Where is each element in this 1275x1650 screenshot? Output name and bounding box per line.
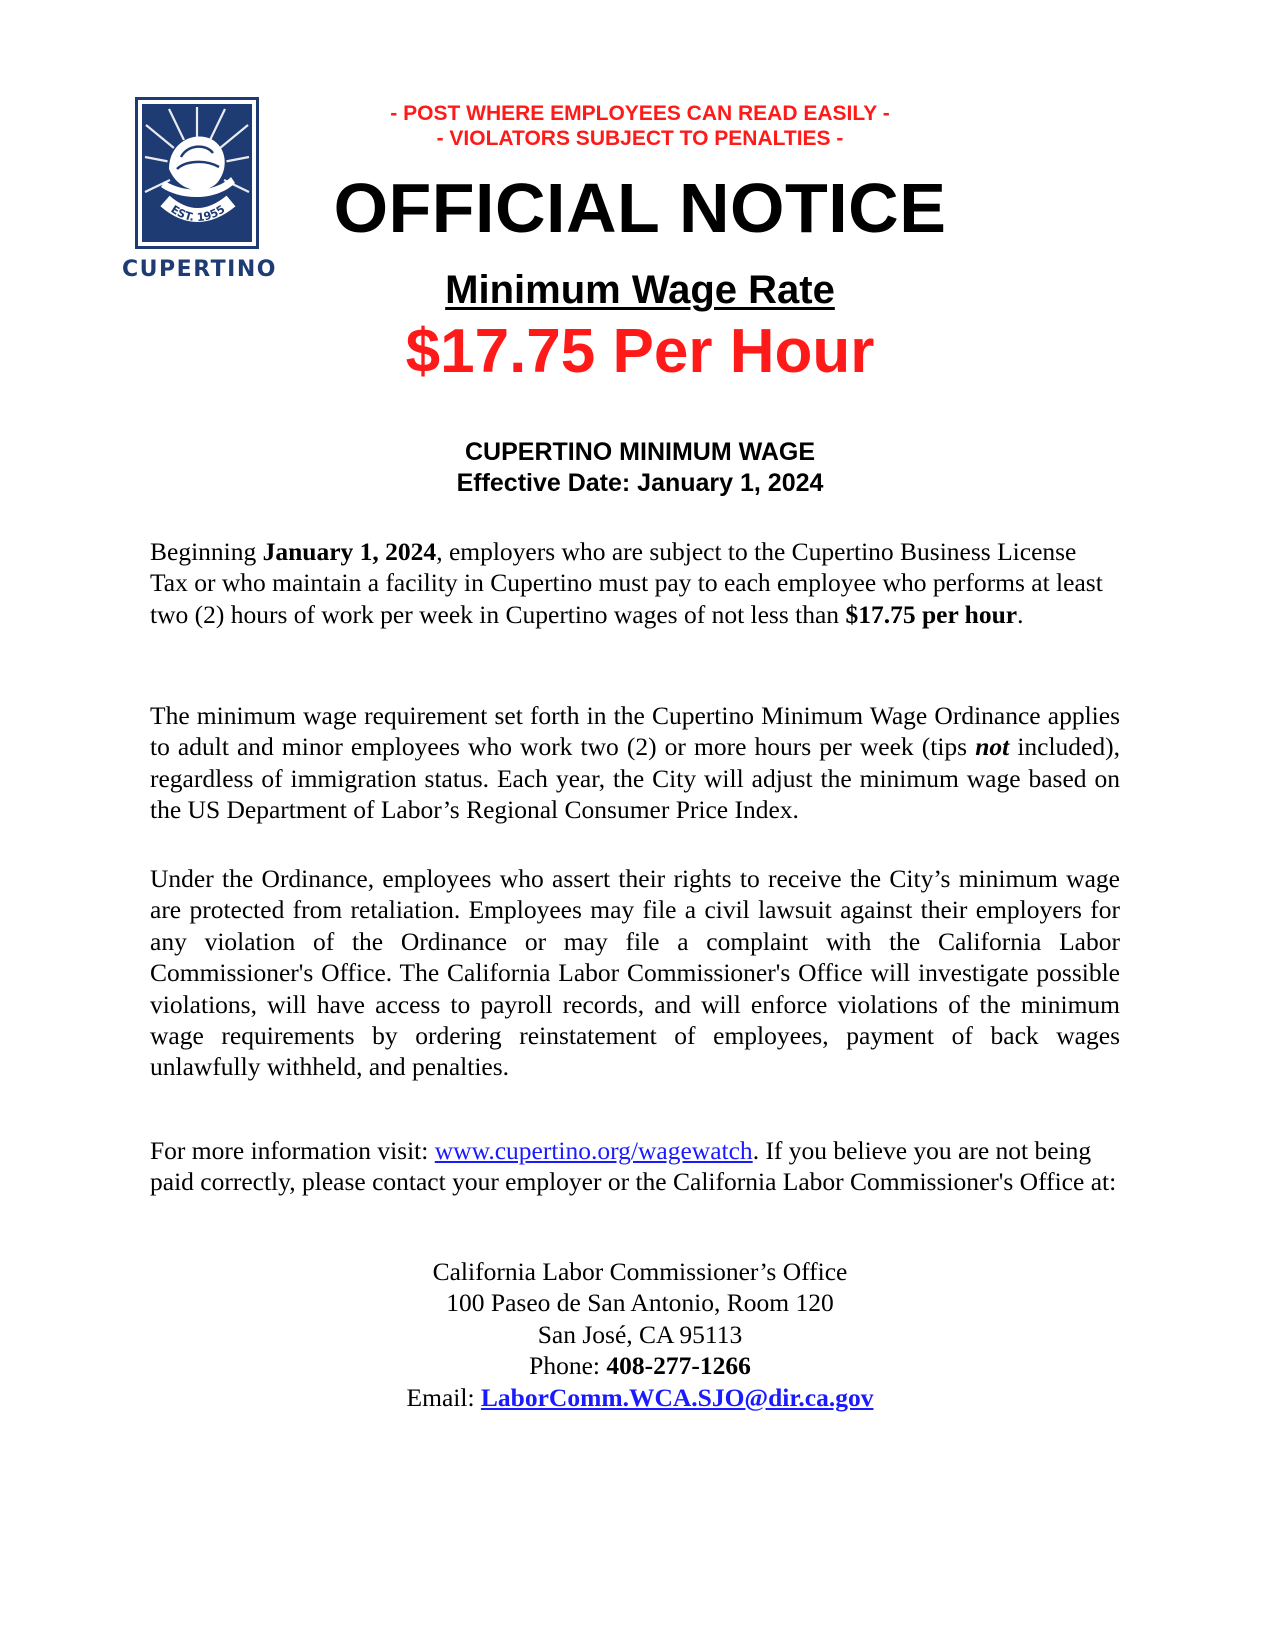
effective-date: Effective Date: January 1, 2024 xyxy=(456,469,824,497)
p1-text-e: . xyxy=(1017,599,1024,629)
phone-label: Phone: xyxy=(529,1351,607,1381)
contact-office: California Labor Commissioner’s Office xyxy=(432,1257,848,1286)
contact-address-line1: 100 Paseo de San Antonio, Room 120 xyxy=(446,1288,834,1318)
warning-penalties-line: - VIOLATORS SUBJECT TO PENALTIES - xyxy=(436,127,844,150)
city-logo xyxy=(107,97,292,282)
contact-block xyxy=(300,1256,980,1413)
warning-post-line: - POST WHERE EMPLOYEES CAN READ EASILY - xyxy=(390,102,890,125)
wage-rate: $17.75 Per Hour xyxy=(405,317,875,386)
subtitle-text: Minimum Wage Rate xyxy=(445,268,835,312)
contact-phone xyxy=(300,1350,980,1381)
contact-address-line2: San José, CA 95113 xyxy=(537,1319,743,1349)
p1-rate: $17.75 per hour xyxy=(845,599,1018,629)
paragraph-requirement xyxy=(150,700,1120,826)
paragraph-beginning xyxy=(150,536,1120,630)
logo-city-name: CUPERTINO xyxy=(122,257,277,282)
email-link[interactable]: LaborComm.WCA.SJO@dir.ca.gov xyxy=(480,1382,874,1412)
email-label: Email: xyxy=(406,1382,481,1412)
section-heading: CUPERTINO MINIMUM WAGE xyxy=(465,438,815,466)
page-subtitle xyxy=(300,268,980,312)
p1-text-a: Beginning xyxy=(150,537,263,566)
p2-not-emphasis: not xyxy=(975,732,1010,762)
phone-number: 408-277-1266 xyxy=(606,1351,751,1381)
paragraph-more-info xyxy=(150,1135,1120,1198)
paragraph-ordinance: Under the Ordinance, employees who assert their rights to receive the City’s minimum wage are protected from retaliation. Employees may file a civil lawsuit against their employers for any violation of the Ordinance or may file a complaint with the California Labor Commissioner's Office. The California Labor Commissioner's Office will investigate possible violations, will have access to payroll records, and will enforce violations of the minimum wage requirements by ordering reinstatement of employees, payment of back wages unlawfully withheld, and penalties. xyxy=(150,864,1120,1082)
p4-text-b: . If you believe you are not being paid correctly, please contact your employer or the California Labor Commissioner's Office at: xyxy=(150,1136,1117,1197)
cupertino-city-seal-icon xyxy=(135,97,259,249)
page-title: OFFICIAL NOTICE xyxy=(333,169,947,247)
logo-est-text: EST. 1955 xyxy=(168,202,228,225)
wagewatch-link[interactable]: www.cupertino.org/wagewatch xyxy=(434,1136,753,1165)
p4-text-a: For more information visit: xyxy=(150,1136,435,1165)
p1-text-c: , employers who are subject to the Cupertino Business License Tax or who maintain a facility in Cupertino must pay to each employee who performs at least two (2) hours of work per week in Cupertino wages of not less than xyxy=(150,537,1103,629)
p2-text-c: included), regardless of immigration status. Each year, the City will adjust the minimum wage based on the US Department of Labor’s Regional Consumer Price Index. xyxy=(150,732,1120,825)
contact-email xyxy=(300,1382,980,1413)
p1-date: January 1, 2024 xyxy=(262,537,437,566)
p2-text-a: The minimum wage requirement set forth in the Cupertino Minimum Wage Ordinance applies to adult and minor employees who work two (2) or more hours per week (tips xyxy=(150,701,1120,762)
